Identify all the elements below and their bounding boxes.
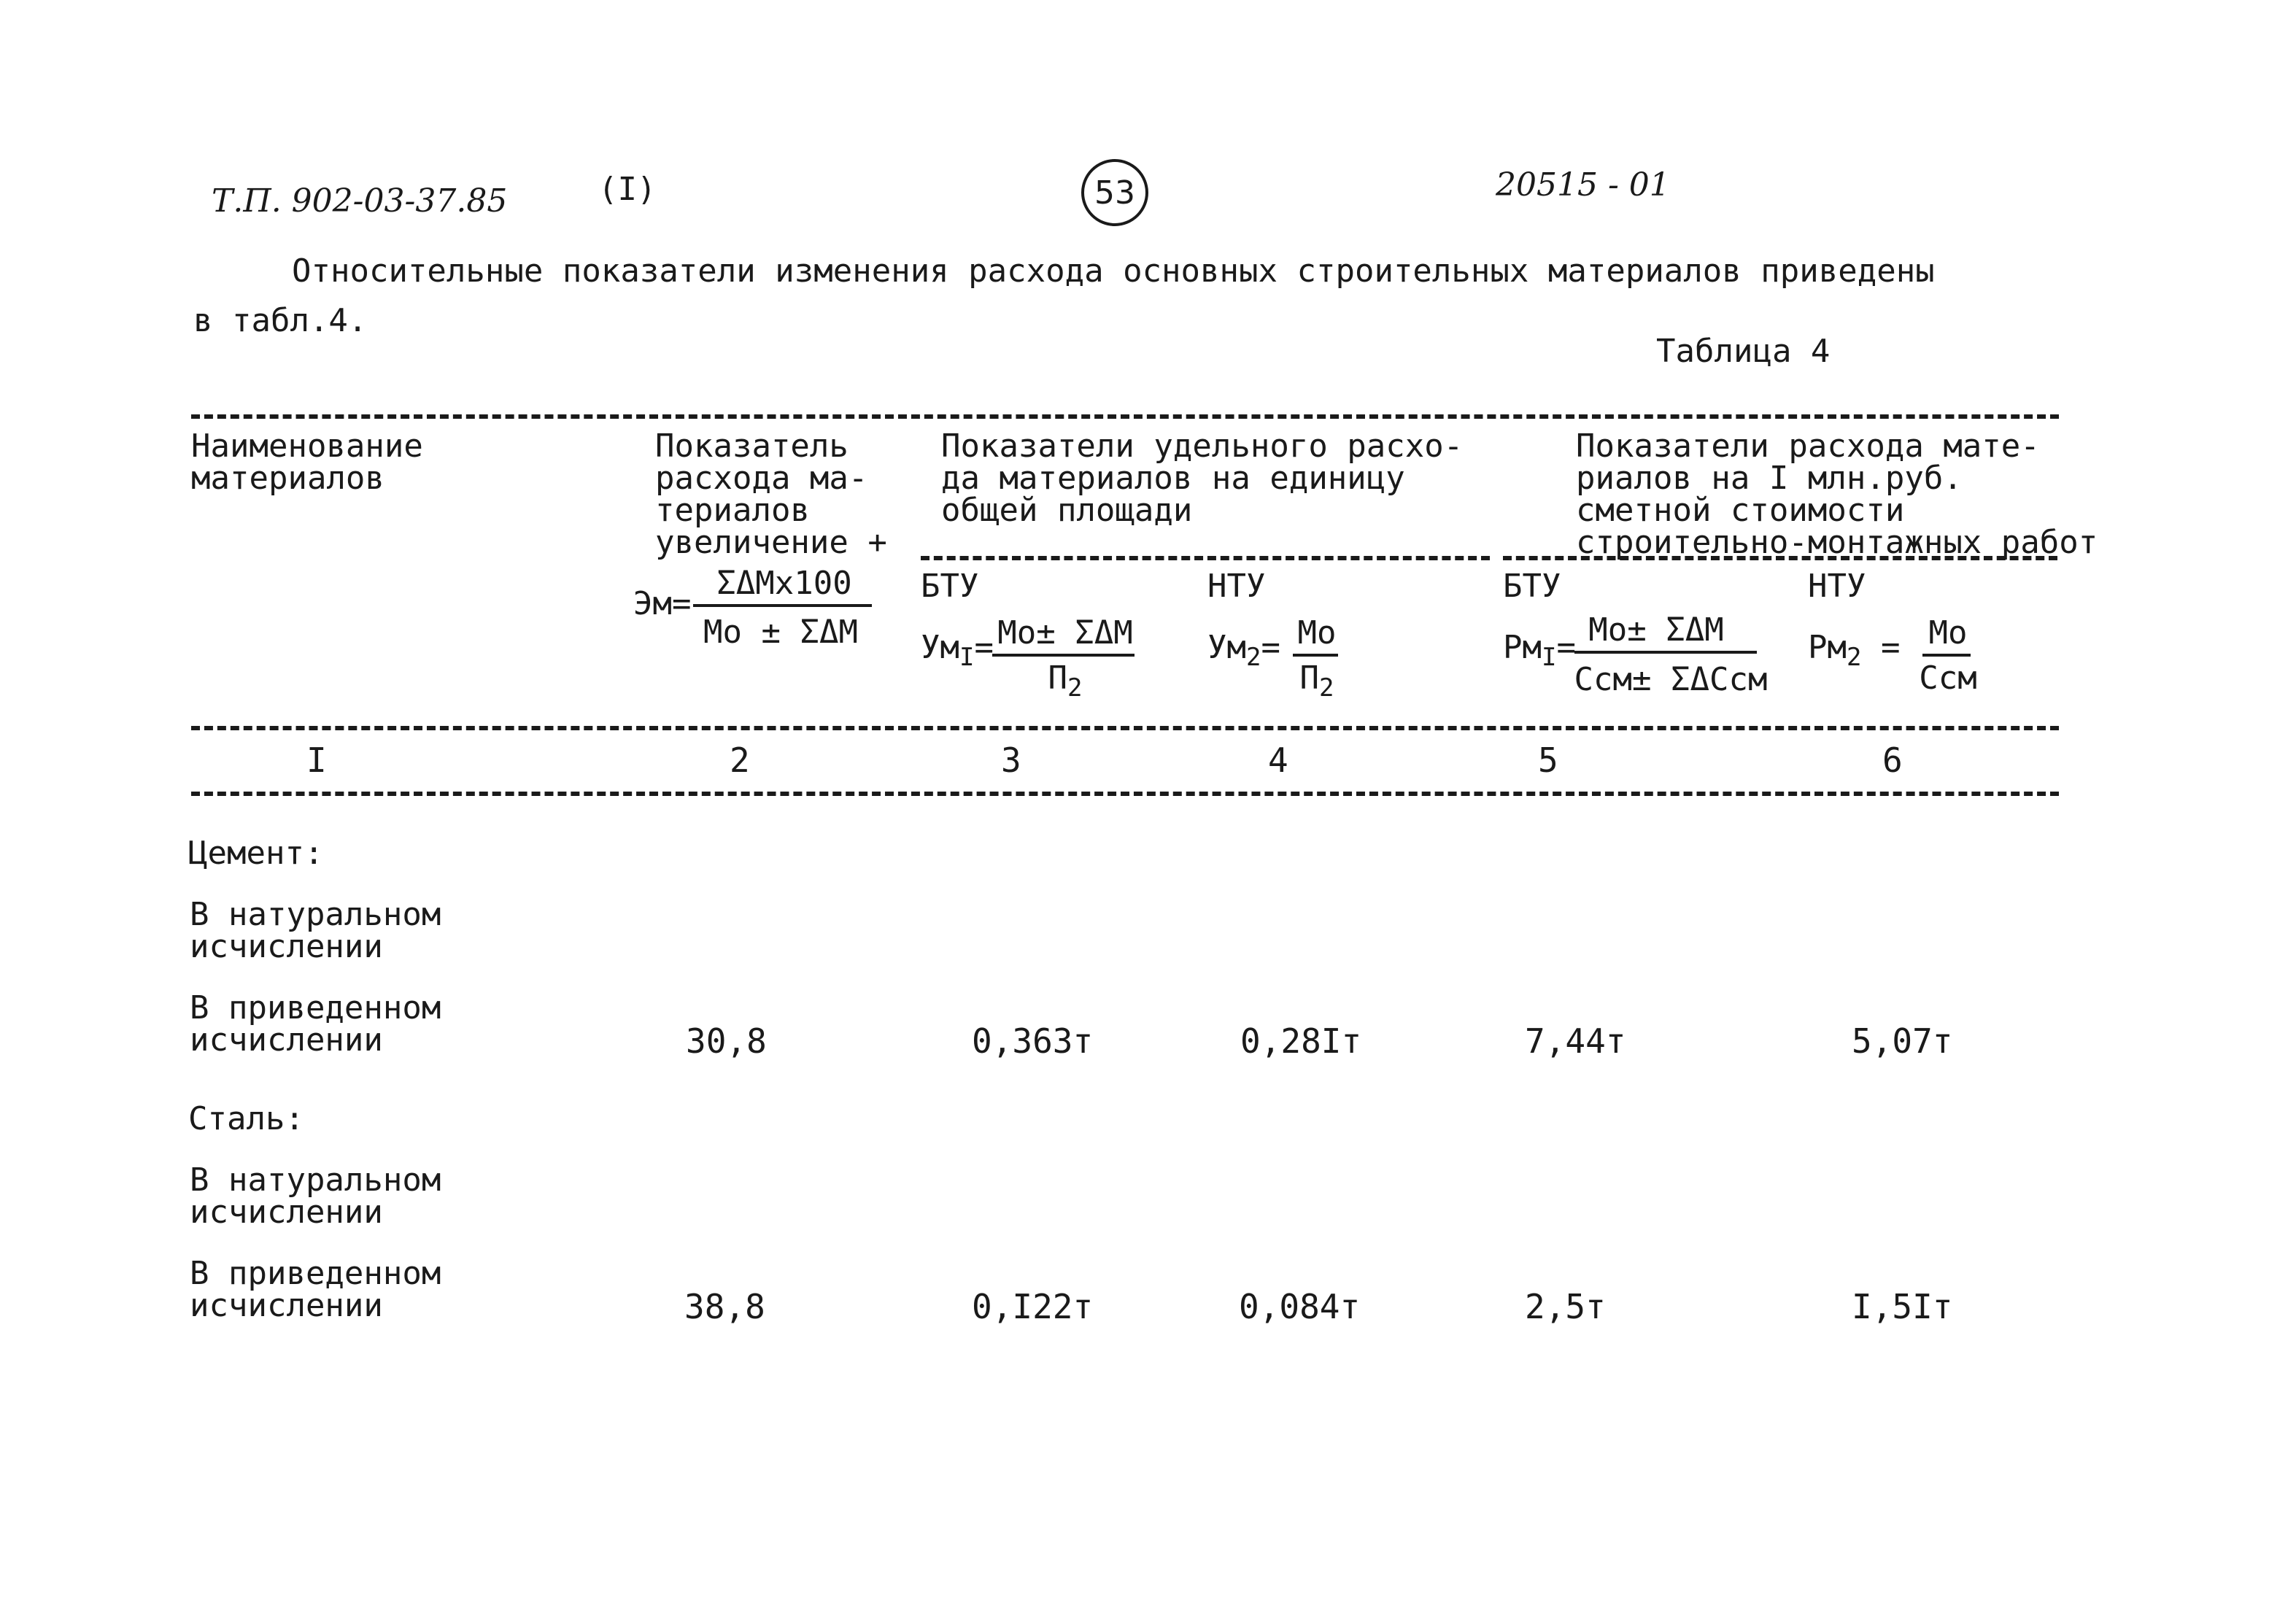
col6-formula-numerator: Мо xyxy=(1928,614,1968,651)
row-label-line1: В приведенном xyxy=(190,989,441,1026)
col-number-5: 5 xyxy=(1538,741,1558,780)
col-number-6: 6 xyxy=(1882,741,1903,780)
col5-lhs-subscript: I xyxy=(1541,642,1557,672)
page-number: 53 xyxy=(1094,174,1135,212)
table-top-rule xyxy=(191,414,2059,419)
cement-col4-value: 0,28Iт xyxy=(1240,1021,1362,1061)
column-numbers-bottom-rule xyxy=(191,792,2059,796)
col4-formula-numerator: Мо xyxy=(1297,614,1337,651)
col56-header-line2: риалов на I млн.руб. xyxy=(1576,460,1963,497)
intro-line-1: Относительные показатели изменения расхода основных строительных материалов приведены xyxy=(292,252,1935,290)
section-title-steel: Сталь: xyxy=(188,1100,304,1137)
col2-fraction-line xyxy=(693,604,872,607)
steel-col3-value: 0,I22т xyxy=(972,1287,1094,1326)
col5-lhs-symbol: Рм xyxy=(1503,629,1542,666)
col2-formula-lhs: Эм= xyxy=(633,585,692,622)
col4-formula-lhs: $Ум_2=$ xyxy=(1207,629,1280,672)
col3-den-subscript: 2 xyxy=(1067,673,1083,703)
col56-header-line4: строительно-монтажных работ xyxy=(1576,524,2098,561)
col4-lhs-symbol: Ум xyxy=(1207,629,1246,666)
cement-col3-value: 0,363т xyxy=(972,1021,1094,1061)
col2-header-line1: Показатель xyxy=(655,428,849,465)
col34-group-rule xyxy=(921,556,1490,560)
steel-col5-value: 2,5т xyxy=(1525,1287,1606,1326)
steel-col6-value: I,5Iт xyxy=(1852,1287,1953,1326)
col56-header-line3: сметной стоимости xyxy=(1576,492,1905,529)
row-label-line1: В натуральном xyxy=(190,1161,441,1199)
col-number-3: 3 xyxy=(1001,741,1021,780)
col4-fraction-line xyxy=(1293,654,1338,657)
col2-formula-numerator: ΣΔМх100 xyxy=(716,565,852,602)
col3-formula-denominator xyxy=(992,662,1138,704)
col34-header-line1: Показатели удельного расхо- xyxy=(941,428,1464,465)
col2-header-line4: увеличение + xyxy=(655,524,887,561)
col2-header-line3: териалов xyxy=(655,492,810,529)
col3-lhs-symbol: Ум xyxy=(921,629,959,666)
cement-col6-value: 5,07т xyxy=(1852,1021,1953,1061)
col-number-1: I xyxy=(306,741,327,780)
col3-den-symbol: П xyxy=(1048,660,1067,697)
col4-label: НТУ xyxy=(1207,568,1266,605)
table-caption: Таблица 4 xyxy=(1656,333,1831,370)
document-number: 20515 - 01 xyxy=(1496,166,1670,204)
volume-number: (I) xyxy=(598,171,657,208)
row-label-line2: исчислении xyxy=(190,1194,383,1231)
col1-header-line1: Наименование xyxy=(191,428,423,465)
col5-formula-lhs: $Рм_I=$ xyxy=(1503,629,1576,672)
col3-fraction-line xyxy=(992,654,1135,657)
col-number-4: 4 xyxy=(1268,741,1288,780)
col5-label: БТУ xyxy=(1503,568,1561,605)
col6-lhs-symbol: Рм xyxy=(1808,629,1847,666)
col34-header-line2: да материалов на единицу xyxy=(941,460,1405,497)
col6-fraction-line xyxy=(1922,654,1971,657)
col6-formula-denominator: Ссм xyxy=(1919,660,1977,697)
row-label-line1: В приведенном xyxy=(190,1255,441,1292)
col5-fraction-line xyxy=(1574,651,1757,654)
row-label-line1: В натуральном xyxy=(190,896,441,933)
header-bottom-rule xyxy=(191,726,2059,730)
steel-col4-value: 0,084т xyxy=(1239,1287,1361,1326)
col2-formula-denominator: Мо ± ΣΔМ xyxy=(703,614,858,651)
col3-label: БТУ xyxy=(921,568,979,605)
col2-header-line2: расхода ма- xyxy=(655,460,868,497)
col56-group-rule xyxy=(1503,556,2057,560)
row-label-line2: исчислении xyxy=(190,928,383,965)
page-number-circle xyxy=(1081,159,1148,226)
col4-lhs-subscript: 2 xyxy=(1245,642,1261,672)
cement-col2-value: 30,8 xyxy=(686,1021,767,1061)
col1-header-line2: материалов xyxy=(191,460,384,497)
intro-line-2: в табл.4. xyxy=(193,302,368,339)
col6-formula-lhs: $Рм_2$ = xyxy=(1808,629,1901,672)
row-label-line2: исчислении xyxy=(190,1021,383,1059)
cement-col5-value: 7,44т xyxy=(1525,1021,1626,1061)
col6-lhs-subscript: 2 xyxy=(1846,642,1862,672)
col-number-2: 2 xyxy=(730,741,750,780)
col56-header-line1: Показатели расхода мате- xyxy=(1576,428,2040,465)
row-label-line2: исчислении xyxy=(190,1287,383,1324)
col3-formula-numerator: Мо± ΣΔМ xyxy=(997,614,1133,651)
col4-den-subscript: 2 xyxy=(1319,673,1334,703)
col4-den-symbol: П xyxy=(1299,660,1319,697)
steel-col2-value: 38,8 xyxy=(684,1287,765,1326)
col6-label: НТУ xyxy=(1808,568,1866,605)
col3-formula-lhs: $Ум_I=$ xyxy=(921,629,994,672)
col5-formula-numerator: Мо± ΣΔМ xyxy=(1588,611,1724,649)
col4-formula-denominator xyxy=(1288,662,1346,704)
section-title-cement: Цемент: xyxy=(188,835,324,872)
col5-formula-denominator: Ссм± ΣΔСсм xyxy=(1574,661,1768,698)
document-code: Т.П. 902-03-37.85 xyxy=(212,182,508,220)
col34-header-line3: общей площади xyxy=(941,492,1193,529)
col3-lhs-subscript: I xyxy=(959,642,975,672)
